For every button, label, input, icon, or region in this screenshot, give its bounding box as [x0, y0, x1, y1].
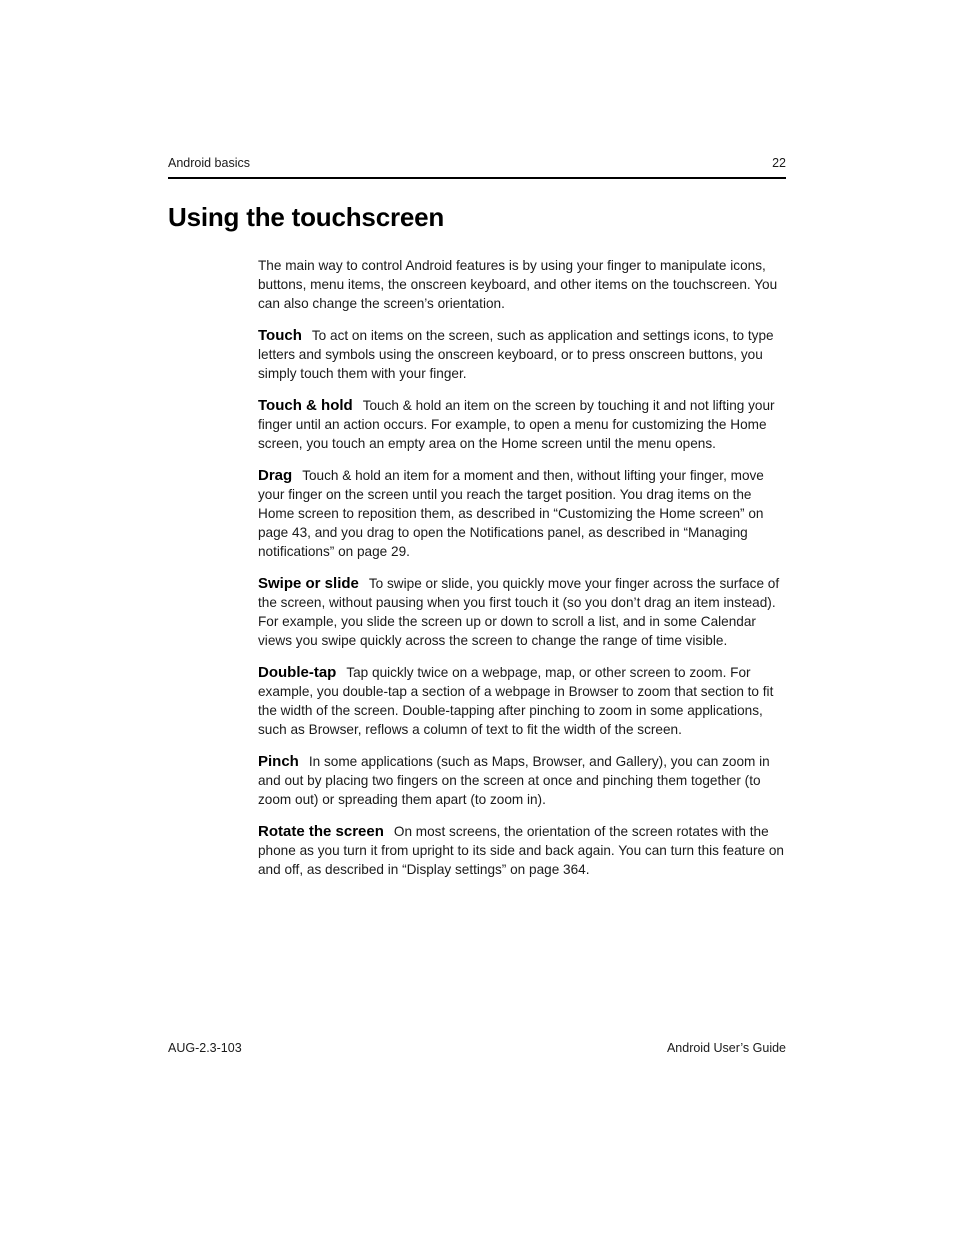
gesture-description: To act on items on the screen, such as application and settings icons, to type letters and symbols using the onscreen keyboard, or to press onscreen buttons, you simply touch them with your finger.: [258, 328, 774, 381]
page-number: 22: [772, 156, 786, 170]
gesture-description: In some applications (such as Maps, Browser, and Gallery), you can zoom in and out by placing two fingers on the screen at once and pinching them together (to zoom out) or spreading them apart (to zoom in).: [258, 754, 770, 807]
guide-title: Android User’s Guide: [666, 1041, 786, 1055]
gesture-term: Double-tap: [258, 664, 337, 681]
gesture-description: Touch & hold an item for a moment and then, without lifting your finger, move your finger on the screen until you reach the target position. You drag items on the Home screen to reposition them, as described in “Customizing the Home screen” on page 43, and you drag to open the Notifications panel, as described in “Managing notifications” on page 29.: [258, 468, 764, 559]
document-id: AUG-2.3-103: [168, 1041, 242, 1055]
gesture-touch-and-hold: [258, 396, 786, 453]
gesture-description: Tap quickly twice on a webpage, map, or other screen to zoom. For example, you double-tap a section of a webpage in Browser to zoom that section to fit the width of the screen. Double-tapping after pinching to zoom in some applications, such as Browser, reflows a column of text to fit the width of the screen.: [258, 665, 774, 737]
gesture-description: Touch & hold an item on the screen by touching it and not lifting your finger until an action occurs. For example, to open a menu for customizing the Home screen, you touch an empty area on the Home screen until the menu opens.: [258, 398, 775, 451]
gesture-term: Drag: [258, 467, 293, 484]
page-title: Using the touchscreen: [168, 202, 445, 232]
gesture-term: Pinch: [258, 753, 299, 770]
gesture-term: Rotate the screen: [258, 823, 384, 840]
gesture-term: Touch & hold: [258, 397, 353, 414]
gesture-description: On most screens, the orientation of the screen rotates with the phone as you turn it from upright to its side and back again. You can turn this feature on and off, as described in “Display settings” on page 364.: [258, 824, 784, 877]
gesture-double-tap: [258, 663, 786, 739]
gesture-rotate-the-screen: [258, 822, 786, 879]
intro-paragraph: The main way to control Android features is by using your finger to manipulate icons, buttons, menu items, the onscreen keyboard, and other items on the touchscreen. You can also change the screen’s orientation.: [258, 258, 778, 311]
main-content: [258, 256, 786, 892]
page-header: [168, 155, 786, 179]
gesture-term: Touch: [258, 327, 302, 344]
gesture-term: Swipe or slide: [258, 575, 359, 592]
section-title: Android basics: [168, 156, 250, 170]
gesture-drag: [258, 466, 786, 561]
gesture-pinch: [258, 752, 786, 809]
gesture-description: To swipe or slide, you quickly move your finger across the surface of the screen, without pausing when you first touch it (so you don’t drag an item instead). For example, you slide the screen up or down to scroll a list, and in some Calendar views you swipe quickly across the screen to change the range of time visible.: [258, 576, 780, 648]
gesture-touch: [258, 326, 786, 383]
gesture-swipe-or-slide: [258, 574, 786, 650]
